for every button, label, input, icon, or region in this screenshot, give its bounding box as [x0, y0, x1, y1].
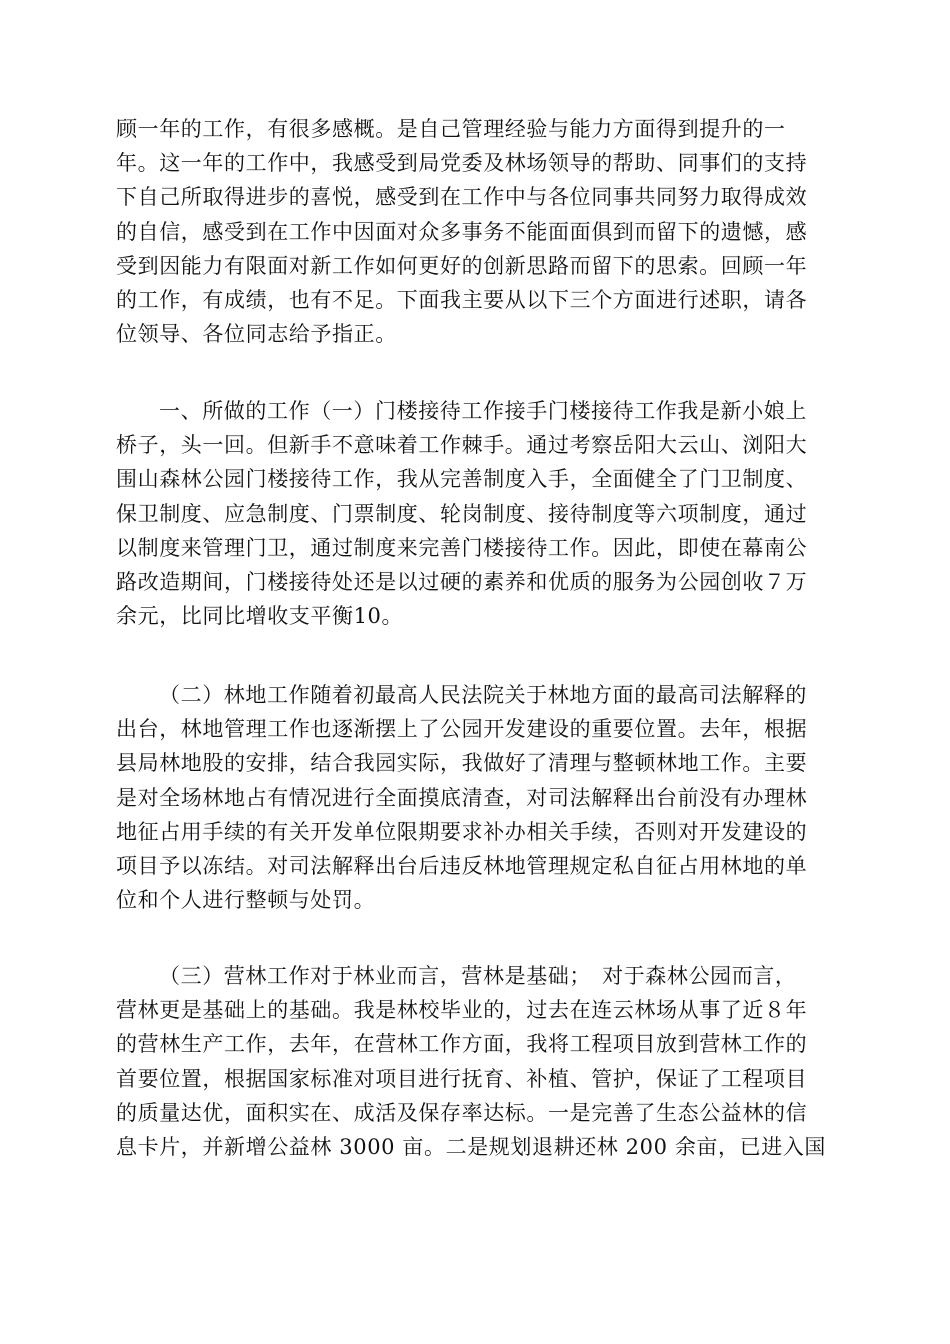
text-line: 一、所做的工作（一）门楼接待工作接手门楼接待工作我是新小娘上 [159, 399, 807, 423]
text-line: 围山森林公园门楼接待工作，我从完善制度入手，全面健全了门卫制度、 [116, 467, 808, 492]
text-line: （二）林地工作随着初最高人民法院关于林地方面的最高司法解释的 [159, 683, 807, 707]
text-line: 是对全场林地占有情况进行全面摸底清查，对司法解释出台前没有办理林 [116, 785, 808, 810]
text-line: 的工作，有成绩，也有不足。下面我主要从以下三个方面进行述职，请各 [116, 287, 808, 312]
text-line: 县局林地股的安排，结合我园实际，我做好了清理与整顿林地工作。主要 [116, 751, 808, 776]
text-line: 路改造期间，门楼接待处还是以过硬的素养和优质的服务为公园创收７万 [116, 569, 808, 594]
text-line: 位领导、各位同志给予指正。 [116, 322, 397, 347]
text-line: 首要位置，根据国家标准对项目进行抚育、补植、管护，保证了工程项目 [116, 1066, 808, 1091]
text-line: 下自己所取得进步的喜悦，感受到在工作中与各位同事共同努力取得成效 [116, 185, 808, 210]
text-line: 出台，林地管理工作也逐渐摆上了公园开发建设的重要位置。去年，根据 [116, 717, 808, 742]
paragraph-intro [116, 112, 836, 351]
paragraph-forest-land-work [116, 678, 836, 917]
text-line: 余元，比同比增收支平衡10。 [116, 604, 404, 629]
text-line: 顾一年的工作，有很多感概。是自己管理经验与能力方面得到提升的一 [116, 117, 786, 141]
text-line: 保卫制度、应急制度、门票制度、轮岗制度、接待制度等六项制度，通过 [116, 501, 808, 526]
text-line: 受到因能力有限面对新工作如何更好的创新思路而留下的思索。回顾一年 [116, 253, 808, 278]
paragraph-gatehouse-work [116, 394, 836, 633]
text-line: 的自信，感受到在工作中因面对众多事务不能面面俱到而留下的遗憾，感 [116, 219, 808, 244]
text-line: 营林更是基础上的基础。我是林校毕业的，过去在连云林场从事了近８年 [116, 998, 808, 1023]
text-line: 年。这一年的工作中，我感受到局党委及林场领导的帮助、同事们的支持 [116, 151, 808, 176]
text-line: 息卡片，并新增公益林 3000 亩。二是规划退耕还林 200 余亩，已进入国 [116, 1134, 827, 1159]
text-line: 地征占用手续的有关开发单位限期要求补办相关手续，否则对开发建设的 [116, 819, 808, 844]
text-line: 以制度来管理门卫，通过制度来完善门楼接待工作。因此，即使在幕南公 [116, 535, 808, 560]
text-line: 的质量达优，面积实在、成活及保存率达标。一是完善了生态公益林的信 [116, 1100, 808, 1125]
text-line: 项目予以冻结。对司法解释出台后违反林地管理规定私自征占用林地的单 [116, 853, 808, 878]
text-line: 桥子，头一回。但新手不意味着工作棘手。通过考察岳阳大云山、浏阳大 [116, 433, 808, 458]
paragraph-afforestation-work [116, 959, 836, 1164]
text-line: 的营林生产工作，去年，在营林工作方面，我将工程项目放到营林工作的 [116, 1032, 808, 1057]
text-line: （三）营林工作对于林业而言，营林是基础； 对于森林公园而言， [159, 964, 797, 988]
text-line: 位和个人进行整顿与处罚。 [116, 888, 376, 913]
